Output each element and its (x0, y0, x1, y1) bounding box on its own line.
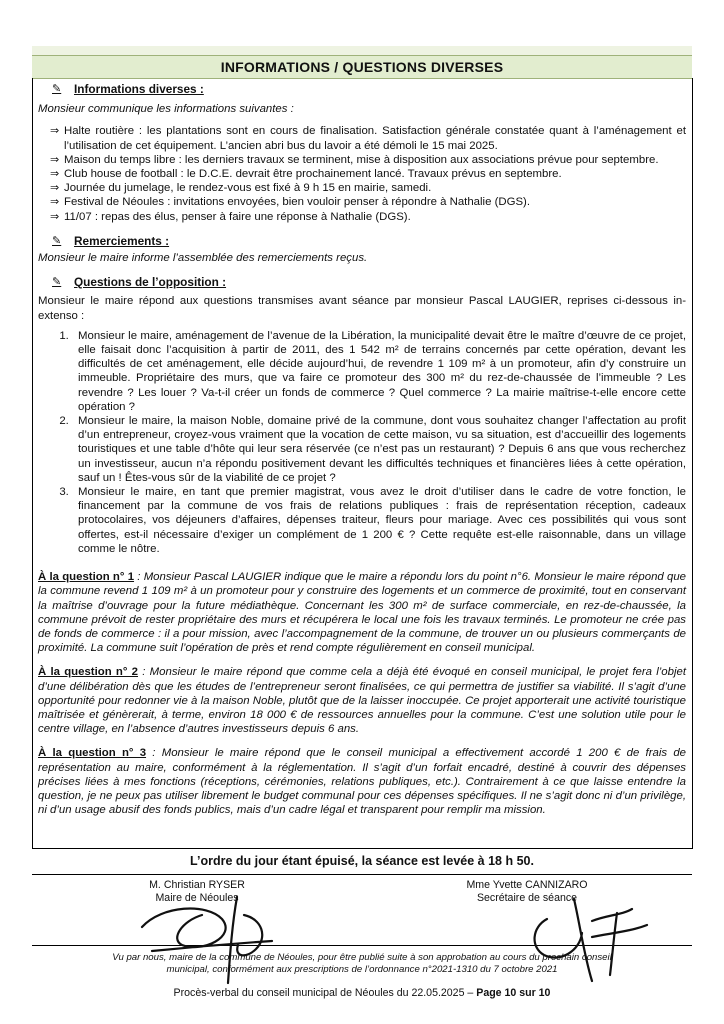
pen-icon: ✎ (52, 83, 62, 95)
opposition-intro: Monsieur le maire répond aux questions transmises avant séance par monsieur Pascal LAUGIER, reprises ci-dessous in-extenso : (38, 295, 686, 322)
answer-text: : Monsieur Pascal LAUGIER indique que le maire a répondu lors du point n°6. Monsieur le maire répond que la commune revend 1 109 m² à un promoteur pour y construire des logements et un commerce de proximité, tout en conservant la maîtrise d’ouvrage pour la future médiathèque. Concernant les 300 m² de surface commerciale, en rez-de-chaussée, la commune prévoit de rester propriétaire des murs et récupérera le local une fois les travaux terminés. Le promoteur ne crée pas de fonds de commerce : il a pour mission, avec l’accompagnement de la commune, de trouver un ou plusieurs commerçants de proximité. La commune suit l’opération de près et rend compte régulièrement en conseil municipal. (38, 571, 686, 655)
answer-lead: À la question n° 1 (38, 571, 135, 584)
thanks-text: Monsieur le maire informe l’assemblée des remerciements reçus. (38, 252, 368, 265)
double-arrow-icon: ⇒ (50, 153, 60, 166)
page-footer (0, 987, 724, 999)
signature-block (32, 874, 692, 946)
heading-text: Informations diverses : (74, 82, 204, 96)
list-item: ⇒ Halte routière : les plantations sont en cours de finalisation. Satisfaction générale constatée quant à l’aménagement et l’utilisation de cet équipement. L’ancien abri bus du lavoir a été démoli le 15 mai 2025. (50, 125, 686, 152)
double-arrow-icon: ⇒ (50, 182, 60, 195)
answer-lead: À la question n° 2 (38, 666, 139, 679)
frame-border (692, 78, 693, 848)
signer-role: Maire de Néoules (155, 892, 239, 904)
list-item: ⇒ Journée du jumelage, le rendez-vous est fixé à 9 h 15 en mairie, samedi. (50, 182, 432, 195)
pen-icon: ✎ (52, 276, 62, 289)
heading-text: Remerciements : (74, 233, 170, 248)
publication-note: Vu par nous, maire de la commune de Néoules, pour être publié suite à son approbation au cours du prochain conseil municipal, conformément aux prescriptions de l’ordonnance n°2021-1310 du 7 octobre 2021 (112, 952, 612, 975)
list-item: ⇒ 11/07 : repas des élus, penser à faire une réponse à Nathalie (DGS). (50, 210, 411, 223)
content-body (38, 82, 686, 817)
heading-text: Questions de l’opposition : (74, 275, 227, 290)
frame-border (32, 848, 693, 849)
info-heading (52, 82, 686, 96)
page-number: Page 10 sur 10 (476, 987, 551, 999)
question-item: 2. Monsieur le maire, la maison Noble, domaine privé de la commune, dont vous souhaitez changer l’affectation au profit d’un entrepreneur, croyez-vous vraiment que la vocation de cette maison, vu sa situation, est d’accueillir des logements touristiques et une table d’hôte qui leur sera réservée (ce n’est pas un restaurant) ? Depuis 6 ans que vous recherchez un investisseur, aucun n’a répondu positivement devant les difficultés techniques et financières liées à cette opération, sauf un ! Êtes-vous sûr de la viabilité de ce projet ? (72, 414, 686, 485)
question-item: 3. Monsieur le maire, en tant que premier magistrat, vous avez le droit d’utiliser dans le cadre de votre fonction, le financement par la commune de vos frais de relations publiques : frais de représentation réception, cadeaux protocolaires, vos déjeuners d’affaires, dépenses traiteur, fleurs pour mariage. Avec ces possibilités qui vous sont offertes, est-il nécessaire d’exiger un complément de 1 200 € ? Cette requête est-elle raisonnable, dans un village comme le nôtre. (72, 485, 686, 556)
signer-name: Mme Yvette CANNIZARO (466, 879, 588, 891)
double-arrow-icon: ⇒ (50, 125, 60, 138)
frame-border (32, 78, 33, 848)
question-item: 1. Monsieur le maire, aménagement de l’avenue de la Libération, la municipalité devait être le maître d’œuvre de ce projet, elle faisait donc l’acquisition à partir de 2011, des 1 542 m² de terrains concernés par cette opération, devant les difficultés de cet aménagement, elle décide aujourd’hui, de revendre 1 109 m² à un promoteur, afin d’y construire un immeuble. Propriétaire des murs, que va faire ce promoteur des 300 m² du rez-de-chaussée de l’immeuble ? Les revendre ? Les louer ? Va-t-il créer un fonds de commerce ? Quel commerce ? La mairie maîtrise-t-elle encore cette opération ? (72, 329, 686, 414)
double-arrow-icon: ⇒ (50, 210, 60, 223)
signer-role: Secrétaire de séance (476, 892, 578, 904)
info-intro: Monsieur communique les informations suivantes : (38, 103, 294, 116)
closing-statement: L’ordre du jour étant épuisé, la séance est levée à 18 h 50. (190, 854, 534, 868)
list-item: ⇒ Maison du temps libre : les derniers travaux se terminent, mise à disposition aux associations prévue pour septembre. (50, 153, 659, 166)
section-title: INFORMATIONS / QUESTIONS DIVERSES (32, 55, 692, 79)
list-item: ⇒ Festival de Néoules : invitations envoyées, bien vouloir penser à répondre à Nathalie (DGS). (50, 196, 530, 209)
opposition-heading (52, 275, 686, 289)
double-arrow-icon: ⇒ (50, 196, 60, 209)
answer-text: : Monsieur le maire répond que le conseil municipal a effectivement accordé 1 200 € de frais de représentation au maire, conformément à la réglementation. Il s’agit d’un forfait encadré, destiné à couvrir des dépenses précises liées à mes fonctions (réceptions, cérémonies, relations publiques, etc.). Contrairement à ce que laisse entendre la question, je ne peux pas utiliser librement le budget communal pour ces dépenses spécifiques. Il ne s’agit donc ni d’un privilège, ni d’un usage abusif des fonds publics, mais d’un cadre légal et transparent pour remplir ma mission. (38, 747, 686, 817)
answer-paragraph (38, 570, 686, 655)
question-list (38, 329, 686, 556)
double-arrow-icon: ⇒ (50, 168, 60, 181)
answer-lead: À la question n° 3 (38, 747, 147, 760)
footer-text: Procès-verbal du conseil municipal de Néoules du 22.05.2025 – (173, 987, 477, 999)
answer-text: : Monsieur le maire répond que comme cela a déjà été évoqué en conseil municipal, le projet fera l’objet d’une délibération dès que les études de l’entrepreneur seront finalisées, ce qui permettra de justifier sa viabilité. Il s’agit d’une opportunité pour redonner vie à la maison Noble, plutôt que de la laisser inoccupée. Ce projet apporterait une activité touristique maîtrisée et génèrerait, à terme, environ 18 000 € de ressources annuelles pour la commune. C’est une solution utile pour le centre village, en l’absence d’autres investisseurs depuis 6 ans. (38, 666, 686, 736)
signer-name: M. Christian RYSER (149, 879, 245, 891)
list-item: ⇒ Club house de football : le D.C.E. devrait être prochainement lancé. Travaux prévus en septembre. (50, 168, 562, 181)
thanks-heading (52, 234, 686, 248)
info-list (38, 124, 686, 223)
pen-icon: ✎ (52, 234, 62, 247)
answer-paragraph (38, 665, 686, 736)
answer-paragraph (38, 746, 686, 817)
